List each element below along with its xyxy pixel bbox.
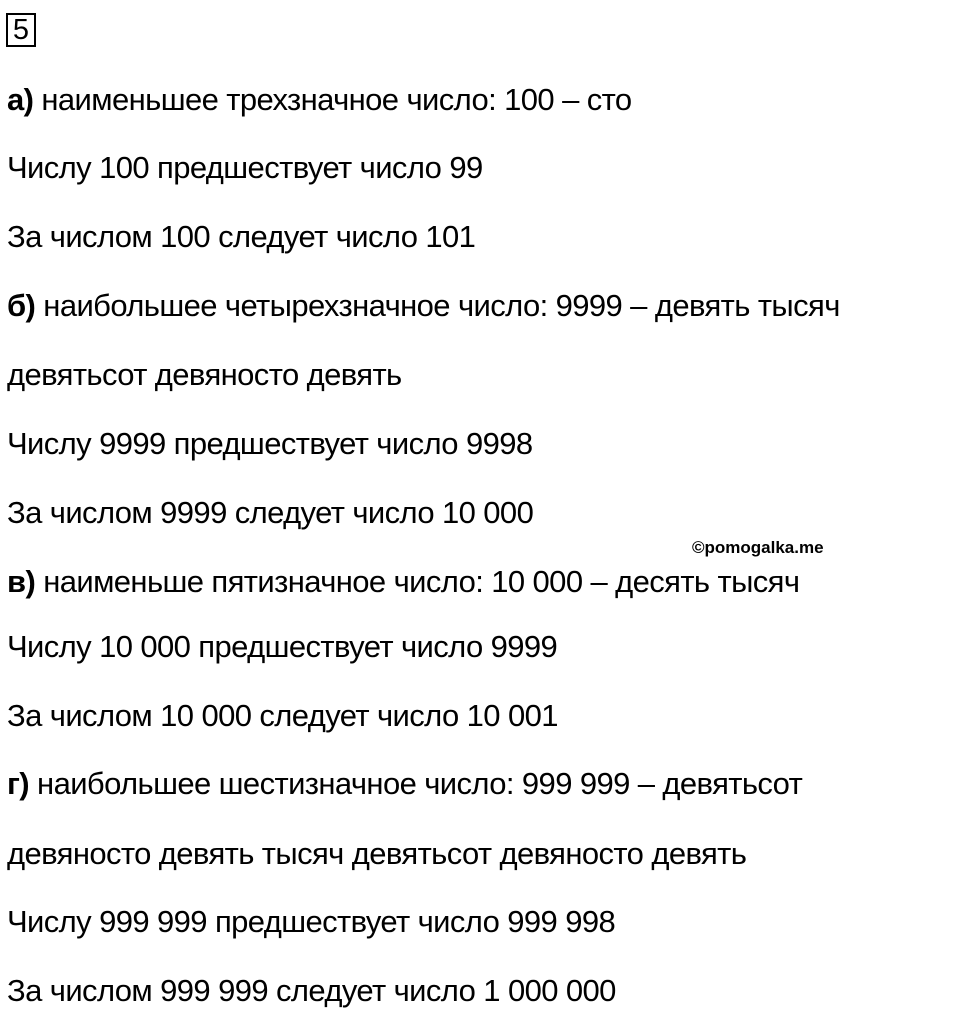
line-v-successor — [7, 696, 558, 736]
item-marker-b: б) — [7, 288, 36, 323]
line-a-successor — [7, 217, 475, 257]
line-text: наименьшее трехзначное число: 100 – сто — [33, 82, 632, 117]
line-text: наименьше пятизначное число: 10 000 – десять тысяч — [35, 564, 800, 599]
task-number-box: 5 — [6, 13, 36, 47]
line-g-heading — [7, 764, 802, 804]
line-text: За числом 100 следует число 101 — [7, 219, 476, 254]
line-text: Числу 999 999 предшествует число 999 998 — [7, 904, 616, 939]
line-a-heading — [7, 80, 632, 120]
line-text: За числом 10 000 следует число 10 001 — [7, 698, 558, 733]
watermark: ©pomogalka.me — [692, 538, 824, 557]
line-text: девяносто девять тысяч девятьсот девяносто девять — [7, 836, 747, 871]
line-b-heading — [7, 286, 840, 326]
line-g-continuation — [7, 834, 746, 874]
item-marker-a: а) — [7, 82, 34, 117]
line-g-successor — [7, 971, 616, 1011]
item-marker-g: г) — [7, 766, 30, 801]
line-text: Числу 10 000 предшествует число 9999 — [7, 629, 558, 664]
line-b-successor — [7, 493, 533, 533]
line-g-predecessor — [7, 902, 615, 942]
line-text: наибольшее четырехзначное число: 9999 – девять тысяч — [35, 288, 840, 323]
line-v-heading — [7, 562, 799, 602]
line-b-predecessor — [7, 424, 533, 464]
item-marker-v: в) — [7, 564, 36, 599]
line-text: девятьсот девяносто девять — [7, 357, 402, 392]
line-text: Числу 9999 предшествует число 9998 — [7, 426, 533, 461]
line-text: За числом 999 999 следует число 1 000 000 — [7, 973, 616, 1008]
line-b-continuation — [7, 355, 402, 395]
line-text: За числом 9999 следует число 10 000 — [7, 495, 534, 530]
line-a-predecessor — [7, 148, 483, 188]
line-text: наибольшее шестизначное число: 999 999 – девятьсот — [29, 766, 803, 801]
line-text: Числу 100 предшествует число 99 — [7, 150, 483, 185]
line-v-predecessor — [7, 627, 557, 667]
